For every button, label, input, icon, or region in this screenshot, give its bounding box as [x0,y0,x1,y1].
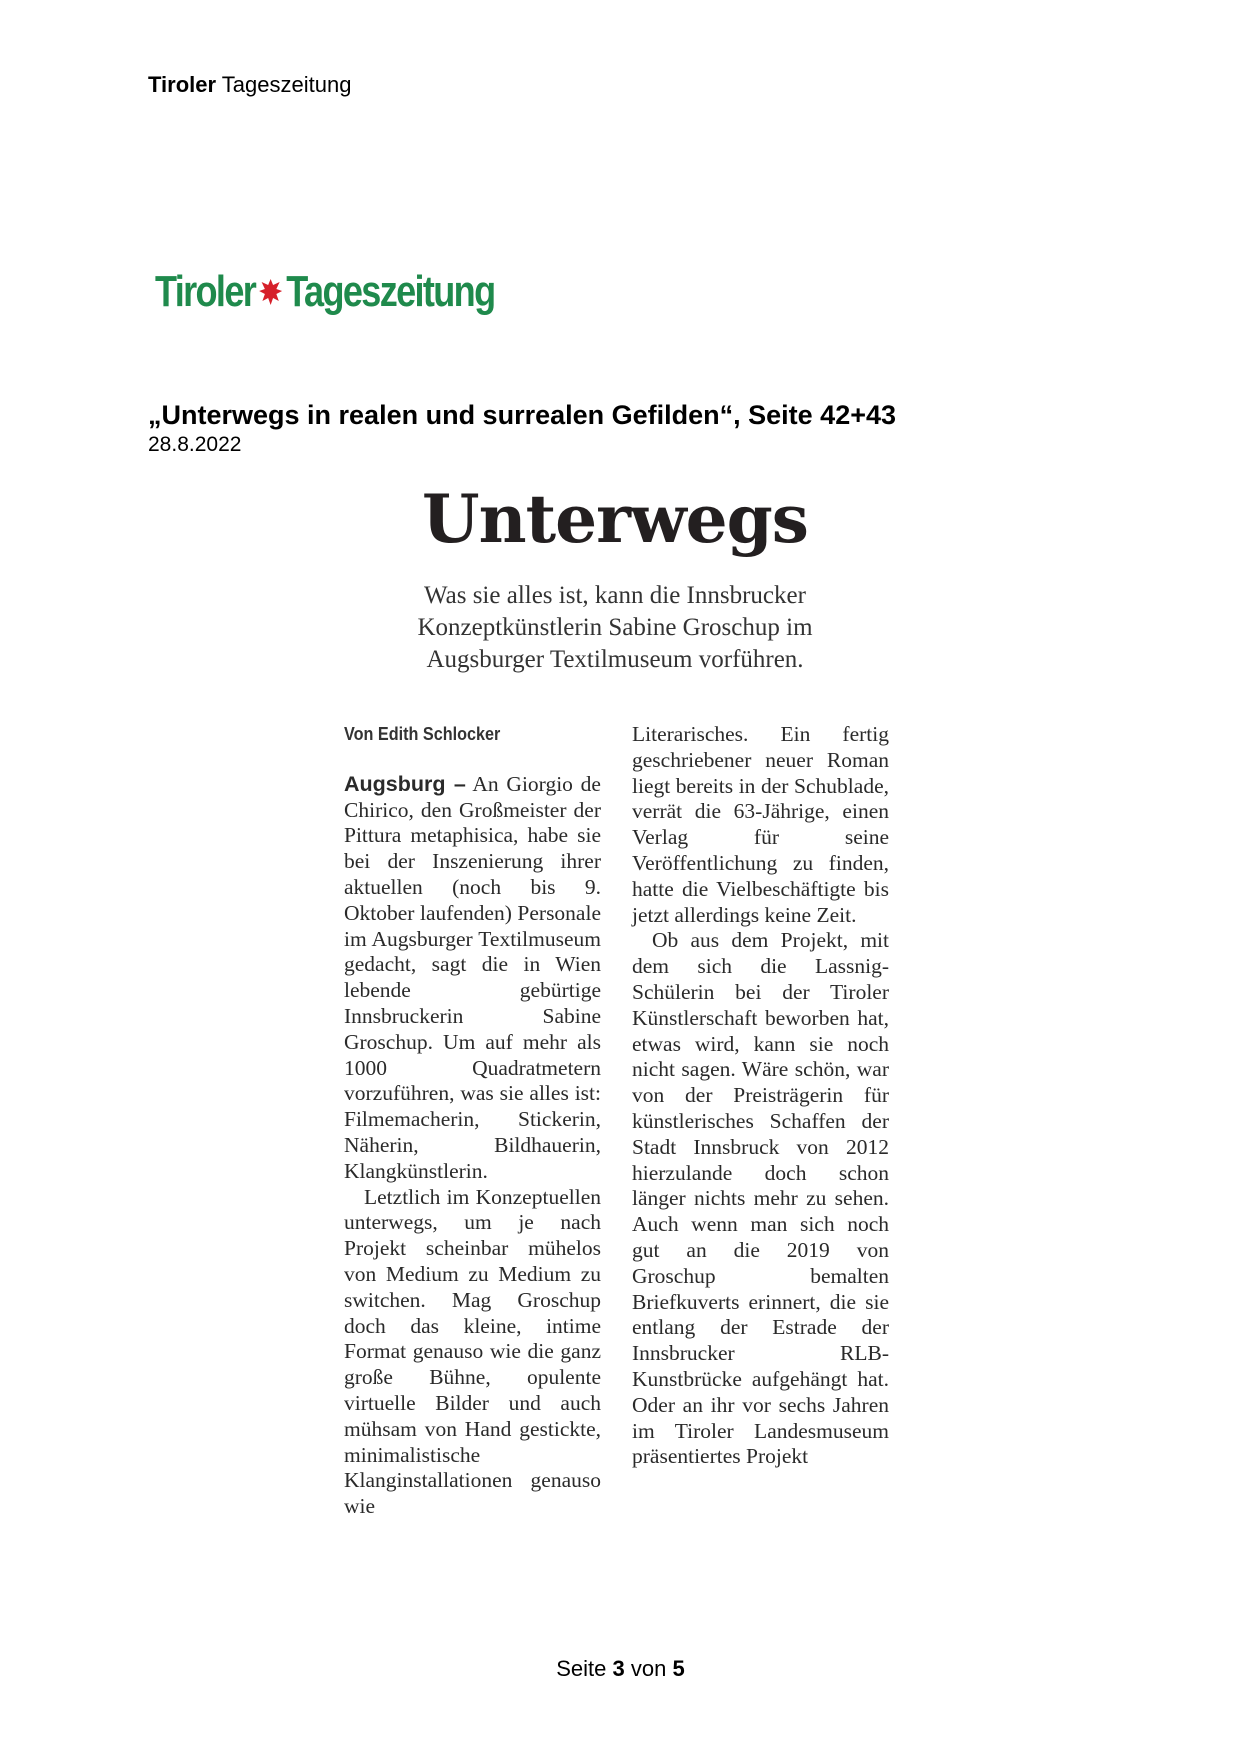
publication-name-regular: Tageszeitung [221,72,352,97]
article-byline: Von Edith Schlocker [344,724,501,744]
article-headline: Unterwegs [422,480,808,558]
article-column-left [344,722,601,1520]
document-date: 28.8.2022 [148,433,242,456]
logo-text-part1: Tiroler [155,267,256,316]
article-paragraph-1: Augsburg – An Giorgio de Chirico, den Großmeister der Pittura metaphisica, habe sie bei der Inszenierung ihrer aktuellen (noch bis 9. Oktober laufenden) Personale im Augsburger Textilmuseum gedacht, sagt die in Wien lebende gebürtige Innsbruckerin Sabine Groschup. Um auf mehr als 1000 Quadratmetern vorzuführen, was sie alles ist: Filmemacherin, Stickerin, Näherin, Bildhauerin, Klangkünstlerin. [344,771,601,1183]
eagle-icon [257,275,285,309]
page-label: Seite [556,1656,607,1681]
article-subheadline: Was sie alles ist, kann die Innsbrucker Konzeptkünstlerin Sabine Groschup im Augsburger Textilmuseum vorführen. [417,582,813,673]
article-paragraph-4: Ob aus dem Projekt, mit dem sich die Lassnig-Schülerin bei der Tiroler Künstlerschaft beworben hat, etwas wird, kann sie noch nicht sagen. Wäre schön, war von der Preisträgerin für künstlerisches Schaffen der Stadt Innsbruck von 2012 hierzulande doch schon länger nichts mehr zu sehen. Auch wenn man sich noch gut an die 2019 von Groschup bemalten Briefkuverts erinnert, die sie entlang der Estrade der Innsbrucker RLB-Kunstbrücke aufgehängt hat. Oder an ihr vor sechs Jahren im Tiroler Landesmuseum präsentiertes Projekt [632,928,889,1469]
article-column-right [632,722,889,1470]
logo-text-part2: Tageszeitung [286,267,495,316]
article-paragraph-2: Letztlich im Konzeptuellen unterwegs, um je nach Projekt scheinbar mühelos von Medium zu Medium zu switchen. Mag Groschup doch das kleine, intime Format genauso wie die ganz große Bühne, opulente virtuelle Bilder und auch mühsam von Hand gestickte, minimalistische Klanginstallationen genauso wie [344,1184,601,1519]
page-footer [0,1656,1241,1682]
article-paragraph-3: Literarisches. Ein fertig geschriebener neuer Roman liegt bereits in der Schublade, verrät die 63-Jährige, einen Verlag für seine Veröffentlichung zu finden, hatte die Vielbeschäftigte bis jetzt allerdings keine Zeit. [632,722,889,927]
current-page-number: 3 [612,1656,625,1681]
newspaper-logo [155,262,494,322]
publication-header [148,72,351,98]
document-title: „Unterwegs in realen und surrealen Gefilden“, Seite 42+43 [148,400,897,430]
publication-name-bold: Tiroler [148,72,217,97]
article-dateline: Augsburg – [344,771,466,796]
page-separator: von [630,1656,667,1681]
total-page-number: 5 [672,1656,685,1681]
newspaper-clipping [330,480,900,1540]
